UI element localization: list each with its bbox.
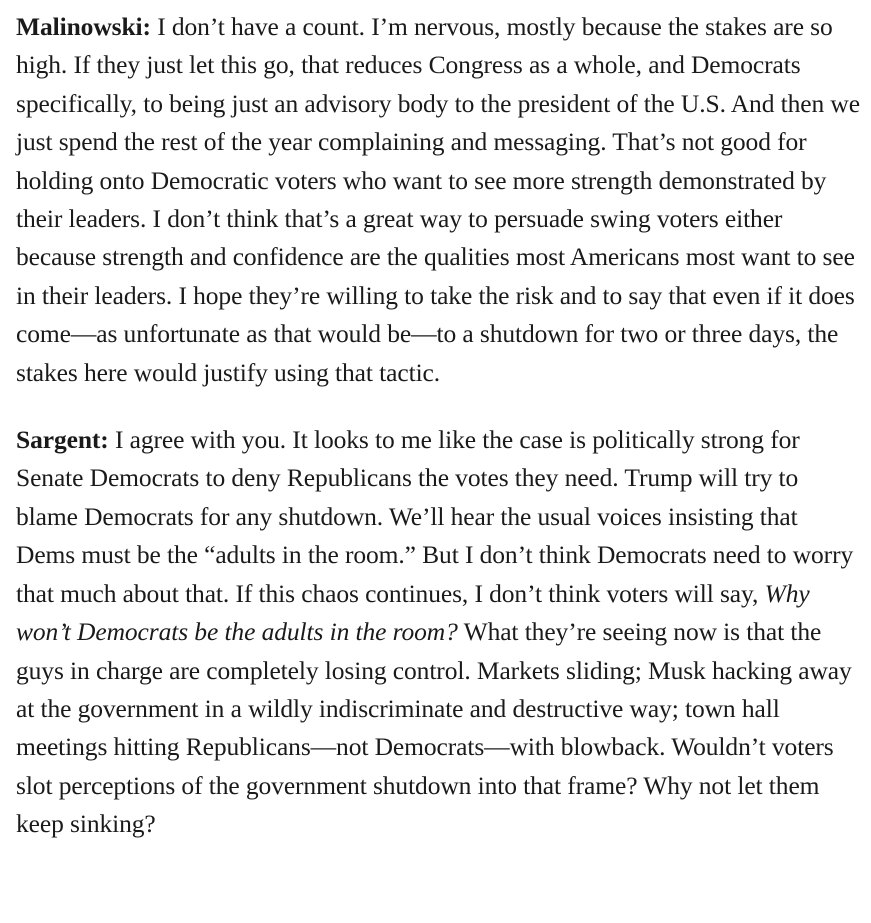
paragraph-malinowski — [16, 8, 862, 392]
paragraph-text: I don’t have a count. I’m nervous, mostly because the stakes are so high. If they just let this go, that reduces Congress as a whole, and Democrats specifically, to being just an advisory body to the president of the U.S. And then we just spend the rest of the year complaining and messaging. That’s not good for holding onto Democratic voters who want to see more strength demonstrated by their leaders. I don’t think that’s a great way to persuade swing voters either because strength and confidence are the qualities most Americans most want to see in their leaders. I hope they’re willing to take the risk and to say that even if it does come—as unfortunate as that would be—to a shutdown for two or three days, the stakes here would justify using that tactic. — [16, 12, 860, 387]
article-body — [16, 8, 862, 844]
speaker-name: Sargent: — [16, 425, 109, 455]
paragraph-text: I agree with you. It looks to me like the case is politically strong for Senate Democrats to deny Republicans the votes they need. Trump will try to blame Democrats for any shutdown. We’ll hear the usual voices insisting that Dems must be the “adults in the room.” But I don’t think Democrats need to worry that much about that. If this chaos continues, I don’t think voters will say, — [16, 425, 854, 608]
paragraph-text: What they’re seeing now is that the guys in charge are completely losing control. Markets sliding; Musk hacking away at the government in a wildly indiscriminate and destructive way; town hall meetings hitting Republicans—not Democrats—with blowback. Wouldn’t voters slot perceptions of the government shutdown into that frame? Why not let them keep sinking? — [16, 617, 852, 839]
paragraph-sargent — [16, 421, 862, 843]
italic-quote: Why won’t Democrats be the adults in the room? — [16, 578, 810, 647]
speaker-name: Malinowski: — [16, 12, 151, 41]
